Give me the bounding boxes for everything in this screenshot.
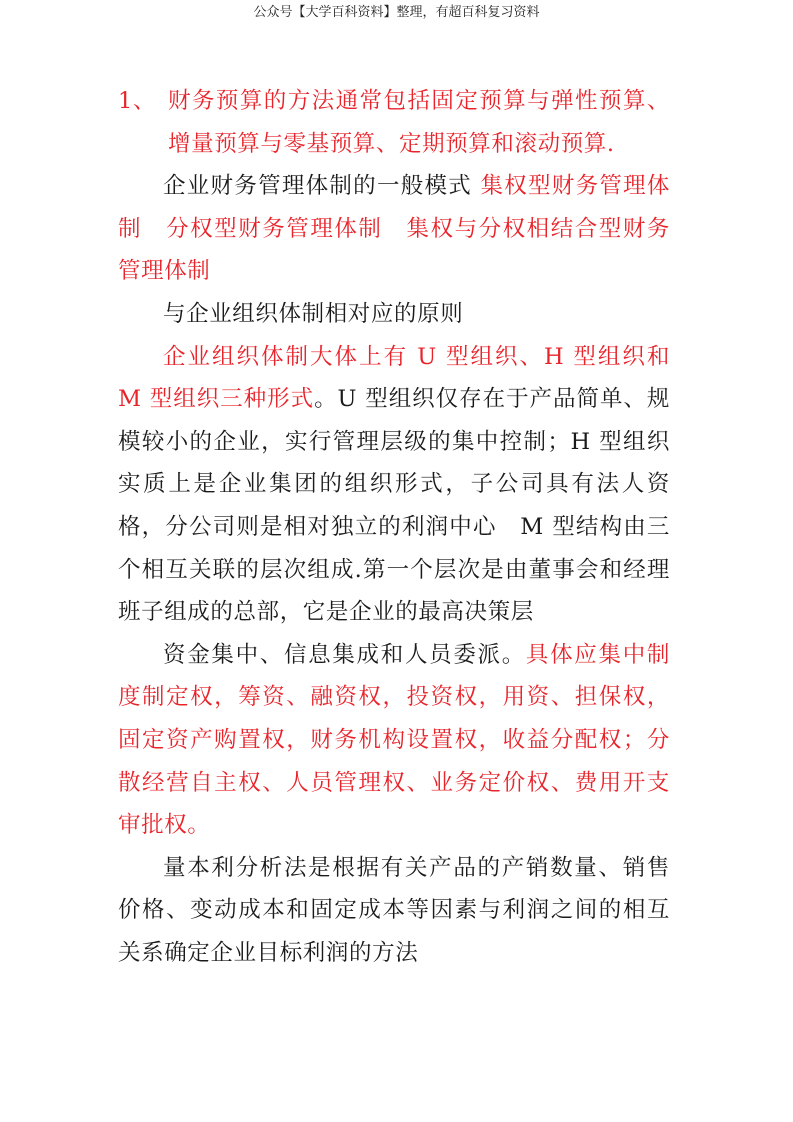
header-text: 公众号【大学百科资料】整理，有超百科复习资料 <box>253 5 540 20</box>
list-number: 1、 <box>118 88 157 114</box>
paragraph-highlight: 企业组织体制大体上有 U 型组织、H 型组织和 M 型组织三种形式 <box>118 343 670 413</box>
page-header <box>0 4 793 22</box>
paragraph-org-structure <box>118 336 670 634</box>
paragraph-centralization <box>118 634 670 847</box>
paragraph-principle <box>118 293 670 336</box>
paragraph-highlight: 具体应集中制度制定权，筹资、融资权，投资权，用资、担保权，固定资产购置权，财务机构设置权，收益分配权；分散经营自主权、人员管理权、业务定价权、费用开支审批权。 <box>118 641 670 839</box>
paragraph-lead: 企业财务管理体制的一般模式 <box>163 173 481 200</box>
paragraph-cvp-analysis <box>118 847 670 975</box>
paragraph-text: 。U 型组织仅存在于产品简单、规模较小的企业，实行管理层级的集中控制；H 型组织实质上是企业集团的组织形式，子公司具有法人资格，分公司则是相对独立的利润中心 M 型结构由三个相互关联的层次组成.第一个层次是由董事会和经理班子组成的总部，它是企业的最高决策层 <box>118 386 671 626</box>
paragraph-highlight: 集权型财务管理体制 分权型财务管理体制 集权与分权相结合型财务管理体制 <box>118 173 670 285</box>
list-item-1 <box>118 80 670 165</box>
paragraph-lead: 资金集中、信息集成和人员委派。 <box>163 641 526 668</box>
document-body <box>118 80 670 974</box>
paragraph-text: 量本利分析法是根据有关产品的产销数量、销售价格、变动成本和固定成本等因素与利润之间的相互关系确定企业目标利润的方法 <box>118 854 670 966</box>
list-item-text: 财务预算的方法通常包括固定预算与弹性预算、增量预算与零基预算、定期预算和滚动预算. <box>168 88 670 157</box>
paragraph-text: 与企业组织体制相对应的原则 <box>163 300 464 327</box>
paragraph-management-modes <box>118 165 670 293</box>
